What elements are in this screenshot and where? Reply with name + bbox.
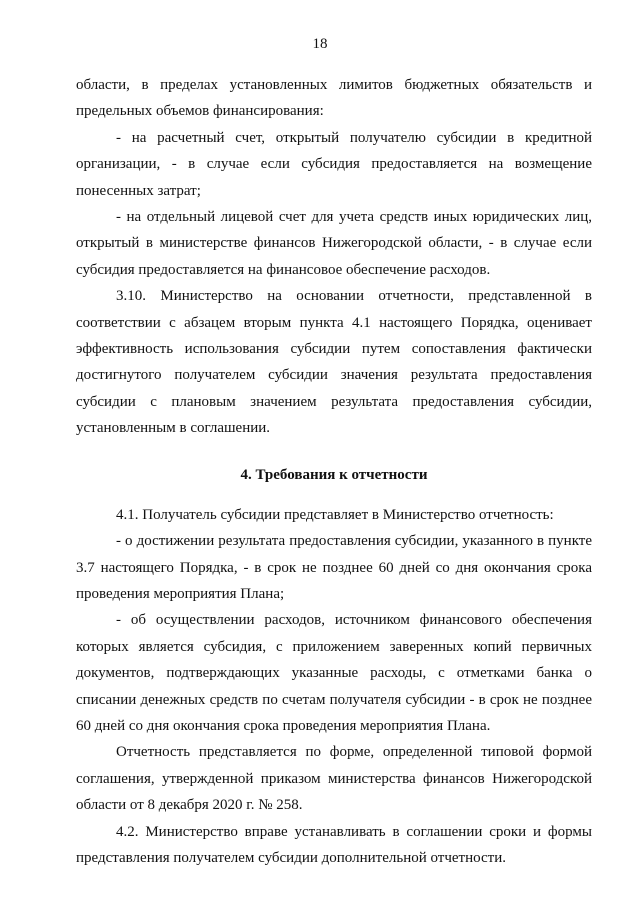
paragraph-result-report: - о достижении результата предоставления субсидии, указанного в пункте 3.7 настоящего Порядка, - в срок не позднее 60 дней со дня окончания срока проведения мероприятия Плана; [76,533,592,602]
document-body [76,72,592,871]
paragraph-expenses-report: - об осуществлении расходов, источником финансового обеспечения которых является субсидия, с приложением заверенных копий первичных документов, подтверждающих указанные расходы, с отметками банка о списании денежных средств по счетам получателя субсидии - в срок не позднее 60 дней со дня окончания срока проведения мероприятия Плана. [76,612,592,734]
paragraph-3-10: 3.10. Министерство на основании отчетности, представленной в соответствии с абзацем вторым пункта 4.1 настоящего Порядка, оценивает эффективность использования субсидии путем сопоставления фактически достигнутого получателем субсидии значения результата предоставления субсидии с плановым значением результата предоставления субсидии, установленным в соглашении. [76,288,592,437]
paragraph-4-1: 4.1. Получатель субсидии представляет в Министерство отчетность: [116,506,554,523]
paragraph-4-2: 4.2. Министерство вправе устанавливать в соглашении сроки и формы представления получателем субсидии дополнительной отчетности. [76,823,592,866]
paragraph-continuation: области, в пределах установленных лимитов бюджетных обязательств и предельных объемов финансирования: [76,77,592,120]
section-heading: 4. Требования к отчетности [240,466,428,483]
page-number: 18 [312,36,328,52]
paragraph-report-form: Отчетность представляется по форме, определенной типовой формой соглашения, утвержденной приказом министерства финансов Нижегородской области от 8 декабря 2020 г. № 258. [76,744,592,814]
paragraph-settlement-account: - на расчетный счет, открытый получателю субсидии в кредитной организации, - в случае если субсидия предоставляется на возмещение понесенных затрат; [76,129,592,199]
paragraph-personal-account: - на отдельный лицевой счет для учета средств иных юридических лиц, открытый в министерстве финансов Нижегородской области, - в случае если субсидия предоставляется на финансовое обеспечение расходов. [76,209,592,278]
